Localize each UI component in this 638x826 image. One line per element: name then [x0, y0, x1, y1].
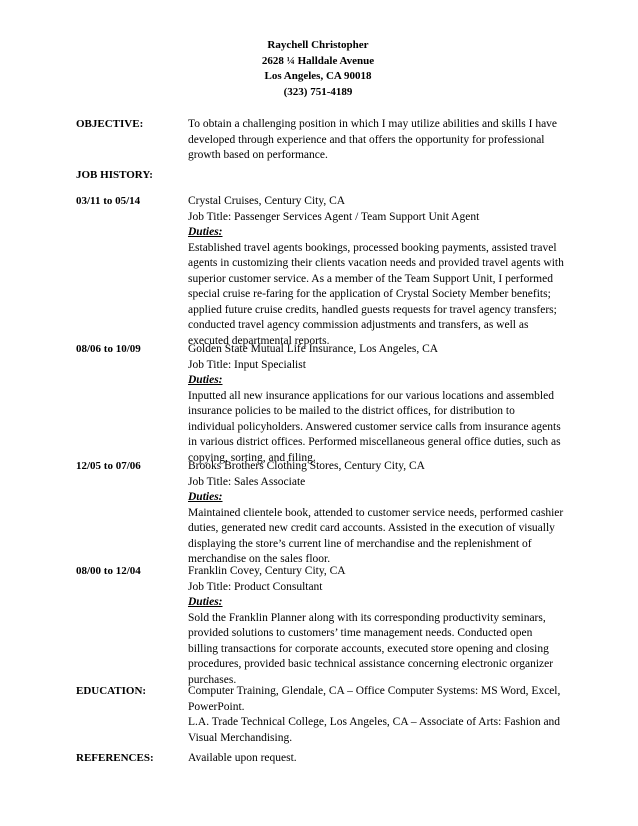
objective-line: To obtain a challenging position in which I may utilize abilities and skills I have: [188, 118, 558, 130]
job-title: Job Title: Input Specialist: [188, 358, 306, 371]
duty-line: individual policyholders. Answered customer service calls from insurance agents: [188, 420, 561, 433]
duty-line: superior customer service. As a member of the Team Support Unit, I performed: [188, 272, 553, 285]
duty-line: applied future cruise credits, handled guests requests for travel agency transfers;: [188, 303, 557, 316]
job-employer: Crystal Cruises, Century City, CA: [188, 195, 346, 207]
references-label: REFERENCES:: [76, 752, 154, 764]
duty-line: conducted travel agency commission adjustments and transfers, as well as: [188, 319, 529, 331]
objective-label: OBJECTIVE:: [76, 118, 144, 130]
job-employer: Franklin Covey, Century City, CA: [188, 565, 346, 577]
duty-line: duties, generated new credit card accounts. Assisted in the execution of visually: [188, 522, 555, 534]
education-label: EDUCATION:: [76, 685, 147, 697]
job-employer: Brooks Brothers Clothing Stores, Century City, CA: [188, 460, 425, 472]
duty-line: Established travel agents bookings, processed booking payments, assisted travel: [188, 241, 557, 254]
job-details: [188, 564, 568, 688]
resume-header: [0, 38, 638, 100]
job-dates: 08/00 to 12/04: [76, 565, 141, 577]
duty-line: Inputted all new insurance applications for our various locations and assembled: [188, 389, 554, 402]
duties-heading: Duties:: [188, 596, 223, 608]
references-text: Available upon request.: [188, 752, 297, 764]
objective-line: growth based on performance.: [188, 149, 328, 161]
duty-line: agents in customizing their clients vacation needs and provided travel agents with: [188, 257, 564, 269]
street-address: 2628 ¼ Halldale Avenue: [261, 54, 375, 67]
duty-line: merchandise on the sales floor.: [188, 553, 331, 565]
duty-line: billing transactions for corporate accounts, executed store opening and closing: [188, 642, 549, 655]
duty-line: provided solutions to customers’ time management needs. Conducted open: [188, 627, 533, 639]
job-history-label: JOB HISTORY:: [76, 169, 153, 181]
job-title: Job Title: Product Consultant: [188, 580, 323, 593]
applicant-name: Raychell Christopher: [267, 39, 369, 51]
duty-line: copying, sorting, and filing.: [188, 451, 316, 464]
job-title: Job Title: Passenger Services Agent / Team Support Unit Agent: [188, 210, 480, 223]
job-title: Job Title: Sales Associate: [188, 475, 306, 488]
education-line: L.A. Trade Technical College, Los Angeles, CA – Associate of Arts: Fashion and: [188, 716, 561, 728]
education-line: Computer Training, Glendale, CA – Office Computer Systems: MS Word, Excel,: [188, 685, 561, 697]
education-details: [188, 684, 568, 746]
job-details: [188, 194, 568, 349]
job-dates: 12/05 to 07/06: [76, 460, 141, 472]
duty-line: procedures, provided basic technical assistance concerning electronic organizer: [188, 658, 554, 670]
duties-heading: Duties:: [188, 374, 223, 386]
city-state-zip: Los Angeles, CA 90018: [264, 70, 372, 82]
duties-heading: Duties:: [188, 491, 223, 503]
duty-line: special cruise re-faring for the application of Crystal Society Member benefits;: [188, 288, 551, 300]
duties-heading: Duties:: [188, 226, 223, 238]
education-line: Visual Merchandising.: [188, 731, 293, 744]
duty-line: purchases.: [188, 673, 237, 686]
duty-line: Maintained clientele book, attended to customer service needs, performed cashier: [188, 506, 564, 519]
objective-text: [188, 117, 568, 164]
duty-line: Sold the Franklin Planner along with its corresponding productivity seminars,: [188, 611, 546, 624]
duty-line: in various district offices. Performed miscellaneous general office duties, such as: [188, 436, 561, 448]
job-details: [188, 342, 568, 466]
phone-number: (323) 751-4189: [283, 85, 353, 98]
job-employer: Golden State Mutual Life Insurance, Los Angeles, CA: [188, 343, 439, 355]
duty-line: insurance policies to be mailed to the district offices, for distribution to: [188, 405, 515, 417]
education-line: PowerPoint.: [188, 700, 245, 713]
duty-line: executed departmental reports.: [188, 334, 330, 347]
job-dates: 03/11 to 05/14: [76, 195, 141, 207]
job-details: [188, 459, 568, 568]
job-dates: 08/06 to 10/09: [76, 343, 141, 355]
duty-line: displaying the store’s current line of merchandise and the replenishment of: [188, 537, 532, 550]
objective-line: developed through experience and that offers the opportunity for professional: [188, 133, 545, 146]
